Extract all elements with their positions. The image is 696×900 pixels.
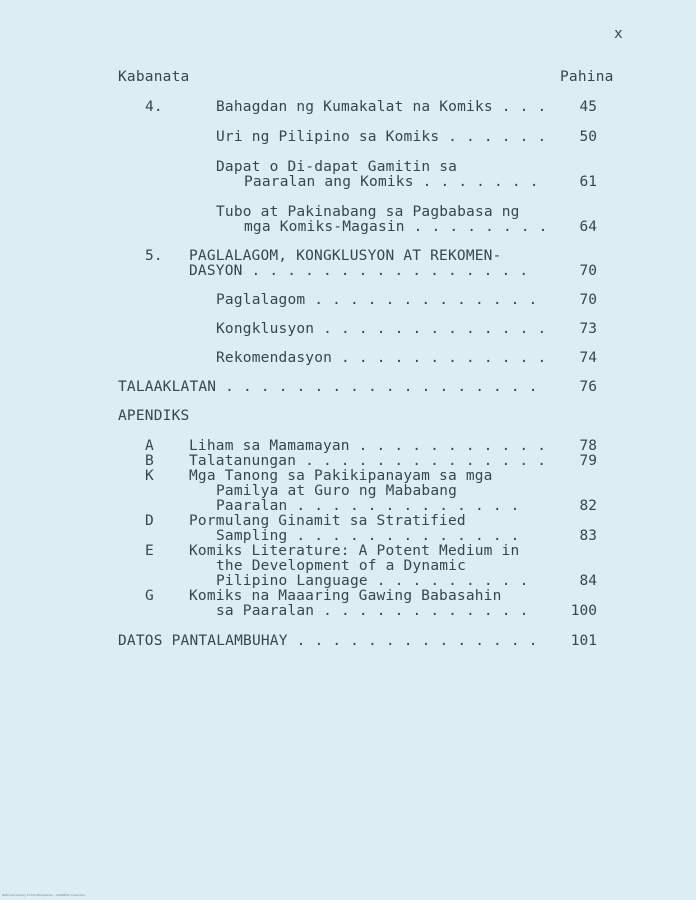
toc-entry: Pormulang Ginamit sa Stratified — [189, 513, 466, 529]
toc-entry: Kongklusyon . . . . . . . . . . . . . — [216, 321, 547, 337]
toc-entry: Rekomendasyon . . . . . . . . . . . . — [216, 350, 547, 366]
toc-page: 70 — [579, 263, 597, 279]
toc-page: 73 — [579, 321, 597, 337]
toc-entry: Komiks na Maaaring Gawing Babasahin — [189, 588, 502, 604]
toc-page: 74 — [579, 350, 597, 366]
toc-entry: Paaralan . . . . . . . . . . . . . — [216, 498, 520, 514]
appendix-letter: D — [145, 513, 154, 529]
toc-entry: Talatanungan . . . . . . . . . . . . . . — [189, 453, 547, 469]
toc-page: 79 — [579, 453, 597, 469]
header-kabanata: Kabanata — [118, 69, 190, 85]
archive-footer: National Library of the Philippines - ALINMOV Collection — [2, 893, 86, 897]
toc-page: 83 — [579, 528, 597, 544]
toc-entry: Pilipino Language . . . . . . . . . — [216, 573, 529, 589]
toc-entry: PAGLALAGOM, KONGKLUSYON AT REKOMEN- — [189, 248, 502, 264]
toc-page: 70 — [579, 292, 597, 308]
toc-entry: DATOS PANTALAMBUHAY . . . . . . . . . . . . . . — [118, 633, 538, 649]
toc-entry: Mga Tanong sa Pakikipanayam sa mga — [189, 468, 493, 484]
toc-page: 84 — [579, 573, 597, 589]
toc-entry: mga Komiks-Magasin . . . . . . . . — [244, 219, 548, 235]
toc-entry: Sampling . . . . . . . . . . . . . — [216, 528, 520, 544]
toc-entry: Paaralan ang Komiks . . . . . . . — [244, 174, 539, 190]
toc-entry: Paglalagom . . . . . . . . . . . . . — [216, 292, 538, 308]
toc-page: 78 — [579, 438, 597, 454]
chapter-4-number: 4. — [145, 99, 163, 115]
appendix-letter: B — [145, 453, 154, 469]
toc-page: 101 — [570, 633, 597, 649]
toc-page: 61 — [579, 174, 597, 190]
appendix-letter: A — [145, 438, 154, 454]
appendix-letter: E — [145, 543, 154, 559]
toc-entry: Bahagdan ng Kumakalat na Komiks . . . — [216, 99, 547, 115]
toc-page: 45 — [579, 99, 597, 115]
toc-entry: Pamilya at Guro ng Mababang — [216, 483, 458, 499]
appendix-letter: K — [145, 468, 154, 484]
chapter-5-number: 5. — [145, 248, 163, 264]
toc-page: 76 — [579, 379, 597, 395]
toc-entry: DASYON . . . . . . . . . . . . . . . . — [189, 263, 529, 279]
toc-entry: Dapat o Di-dapat Gamitin sa — [216, 159, 458, 175]
appendix-letter: G — [145, 588, 154, 604]
toc-page: 64 — [579, 219, 597, 235]
toc-page: 82 — [579, 498, 597, 514]
toc-entry: sa Paaralan . . . . . . . . . . . . — [216, 603, 529, 619]
page-number: x — [614, 26, 623, 42]
apendiks-heading: APENDIKS — [118, 408, 190, 424]
toc-entry: Komiks Literature: A Potent Medium in — [189, 543, 520, 559]
header-pahina: Pahina — [560, 69, 614, 85]
toc-entry: Uri ng Pilipino sa Komiks . . . . . . — [216, 129, 547, 145]
toc-entry: Tubo at Pakinabang sa Pagbabasa ng — [216, 204, 520, 220]
toc-entry: Liham sa Mamamayan . . . . . . . . . . . — [189, 438, 547, 454]
toc-entry: TALAAKLATAN . . . . . . . . . . . . . . . . . . — [118, 379, 538, 395]
toc-entry: the Development of a Dynamic — [216, 558, 467, 574]
toc-page: 100 — [570, 603, 597, 619]
toc-page: 50 — [579, 129, 597, 145]
